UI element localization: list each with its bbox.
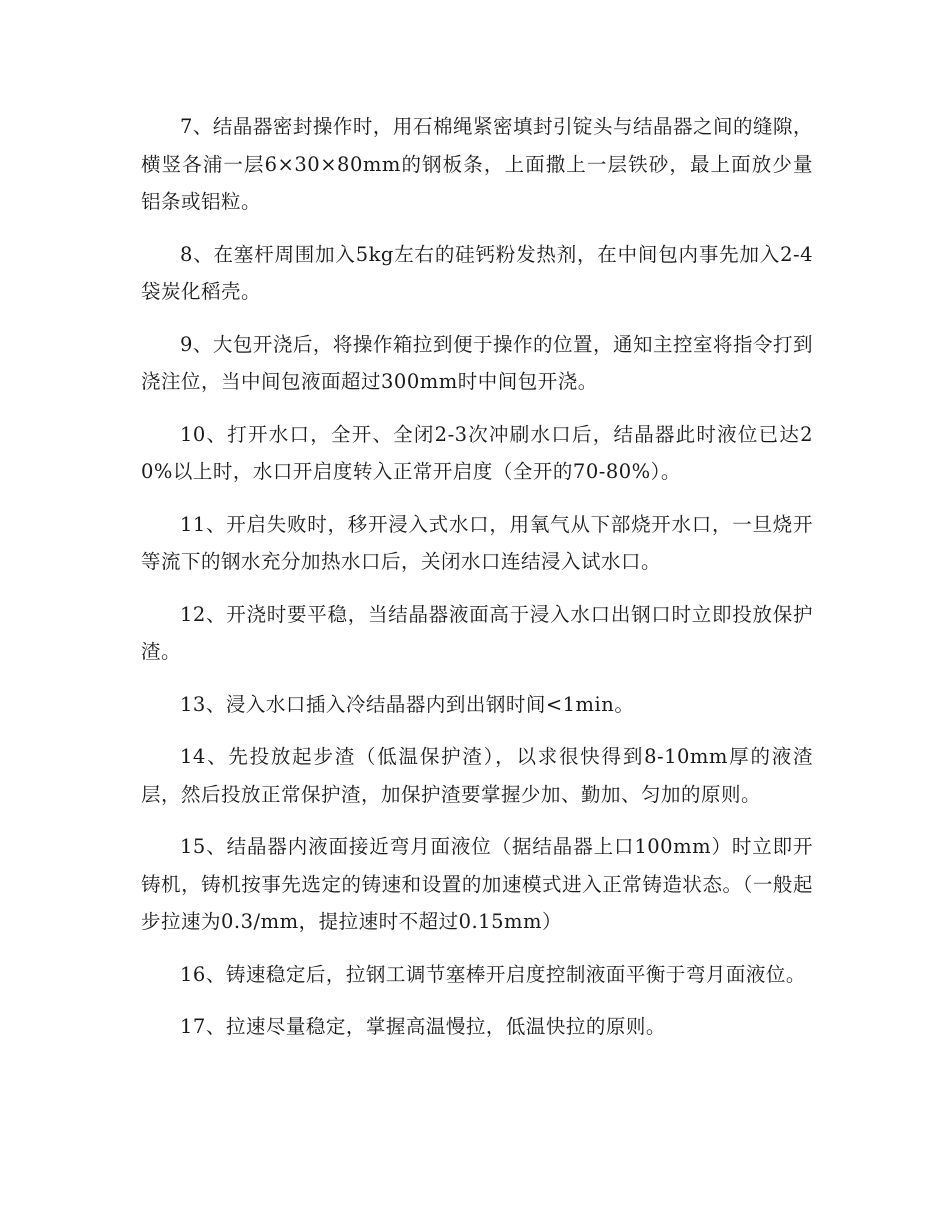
paragraph-step-17: 17、拉速尽量稳定，掌握高温慢拉，低温快拉的原则。 xyxy=(180,1015,666,1038)
paragraph-step-9: 9、大包开浇后，将操作箱拉到便于操作的位置，通知主控室将指令打到浇注位，当中间包液面超过300mm时中间包开浇。 xyxy=(141,332,813,393)
paragraph-step-12: 12、开浇时要平稳，当结晶器液面高于浸入水口出钢口时立即投放保护渣。 xyxy=(141,602,813,663)
paragraph-step-11: 11、开启失败时，移开浸入式水口，用氧气从下部烧开水口，一旦烧开等流下的钢水充分加热水口后，关闭水口连结浸入试水口。 xyxy=(141,512,813,573)
paragraph-step-16: 16、铸速稳定后，拉钢工调节塞棒开启度控制液面平衡于弯月面液位。 xyxy=(180,962,806,986)
paragraph-step-15: 15、结晶器内液面接近弯月面液位（据结晶器上口100mm）时立即开铸机，铸机按事先选定的铸速和设置的加速模式进入正常铸造状态。（一般起步拉速为0.3/mm，提拉速时不超过0.15mm） xyxy=(141,835,813,933)
paragraph-step-14: 14、先投放起步渣（低温保护渣），以求很快得到8-10mm厚的液渣层，然后投放正常保护渣，加保护渣要掌握少加、勤加、匀加的原则。 xyxy=(141,745,813,806)
document-body xyxy=(141,108,813,1061)
paragraph-step-13: 13、浸入水口插入冷结晶器内到出钢时间<1min。 xyxy=(180,692,635,716)
paragraph-step-7: 7、结晶器密封操作时，用石棉绳紧密填封引锭头与结晶器之间的缝隙，横竖各浦一层6×30×80mm的钢板条，上面撒上一层铁砂，最上面放少量铝条或铝粒。 xyxy=(141,115,813,213)
paragraph-step-10: 10、打开水口，全开、全闭2-3次冲刷水口后，结晶器此时液位已达20%以上时，水口开启度转入正常开启度（全开的70-80%）。 xyxy=(141,422,813,483)
paragraph-step-8: 8、在塞杆周围加入5kg左右的硅钙粉发热剂，在中间包内事先加入2-4袋炭化稻壳。 xyxy=(141,242,813,303)
